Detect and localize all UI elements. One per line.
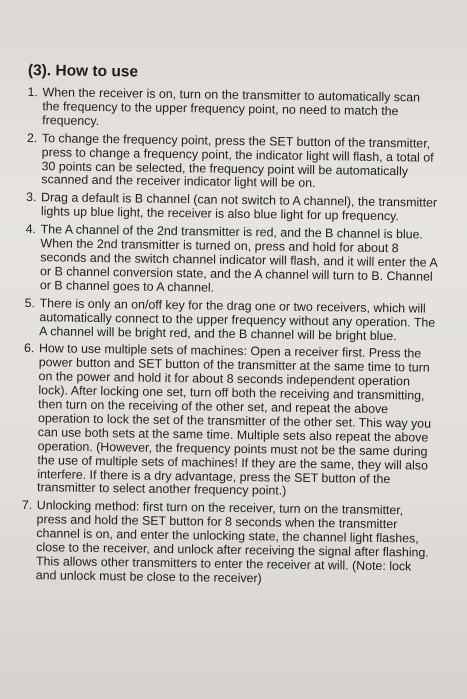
item-text: There is only an on/off key for the drag one or two receivers, which will automatically connect to the upper frequency without any operation. The A channel will be bright red, and the B channel will be bright blue. [39,295,436,343]
item-number: 7. [21,498,33,513]
item-text: Unlocking method: first turn on the receiver, turn on the transmitter, press and hold the SET button for 8 seconds when the transmitter channel is on, and enter the unlocking state, the channel light flashes, close to the receiver, and unlock after receiving the signal after flashing. This allows other transmitters to enter the receiver at will. (Note: lock and unlock must be close to the receiver) [35,498,429,586]
item-number: 6. [23,341,35,356]
list-item [26,191,438,225]
item-text: How to use multiple sets of machines: Open a receiver first. Press the power button and SET button of the transmitter at the same time to turn on the power and hold it for about 8 seconds independent operation lock). After locking one set, turn off both the receiving and transmitting, then turn on the receiving of the other set, and repeat the above operation to lock the set of the transmitter of the other set. This way you can use both sets at the same time. Multiple sets also repeat the above operation. (However, the frequency points must not be the same during the use of multiple sets of machines! If they are the same, they will also interfere. If there is a dry advantage, press the SET button of the transmitter to select another frequency point.) [36,341,432,499]
item-number: 1. [27,84,39,100]
item-text: To change the frequency point, press the SET button of the transmitter, press to change a frequency point, the indicator light will flash, a total of 30 points can be selected, the frequency point will be automatically scanned and the receiver indicator light will be on. [41,130,434,191]
item-text: When the receiver is on, turn on the transmitter to automatically scan the frequency to the upper frequency point, no need to match the frequency. [42,85,421,128]
list-item [22,342,436,501]
item-number: 5. [24,295,36,310]
list-item [21,499,434,588]
item-number: 2. [26,130,38,145]
section-heading: (3). How to use [27,62,139,81]
item-text: Drag a default is B channel (can not switch to A channel), the transmitter lights up blue light, the receiver is also blue light for up frequency. [40,190,438,224]
list-item [24,297,437,344]
instructions-section [21,62,440,593]
instruction-list [21,86,440,589]
item-number: 3. [26,190,37,205]
item-number: 4. [25,222,37,237]
list-item [25,223,438,298]
list-item [26,132,439,193]
list-item [27,86,440,133]
item-text: The A channel of the 2nd transmitter is red, and the B channel is blue. When the 2nd transmitter is turned on, press and hold for about 8 seconds and the switch channel indicator will flash, and it will enter the A or B channel conversion state, and the A channel will turn to B. Channel or B channel goes to A channel. [39,222,438,295]
